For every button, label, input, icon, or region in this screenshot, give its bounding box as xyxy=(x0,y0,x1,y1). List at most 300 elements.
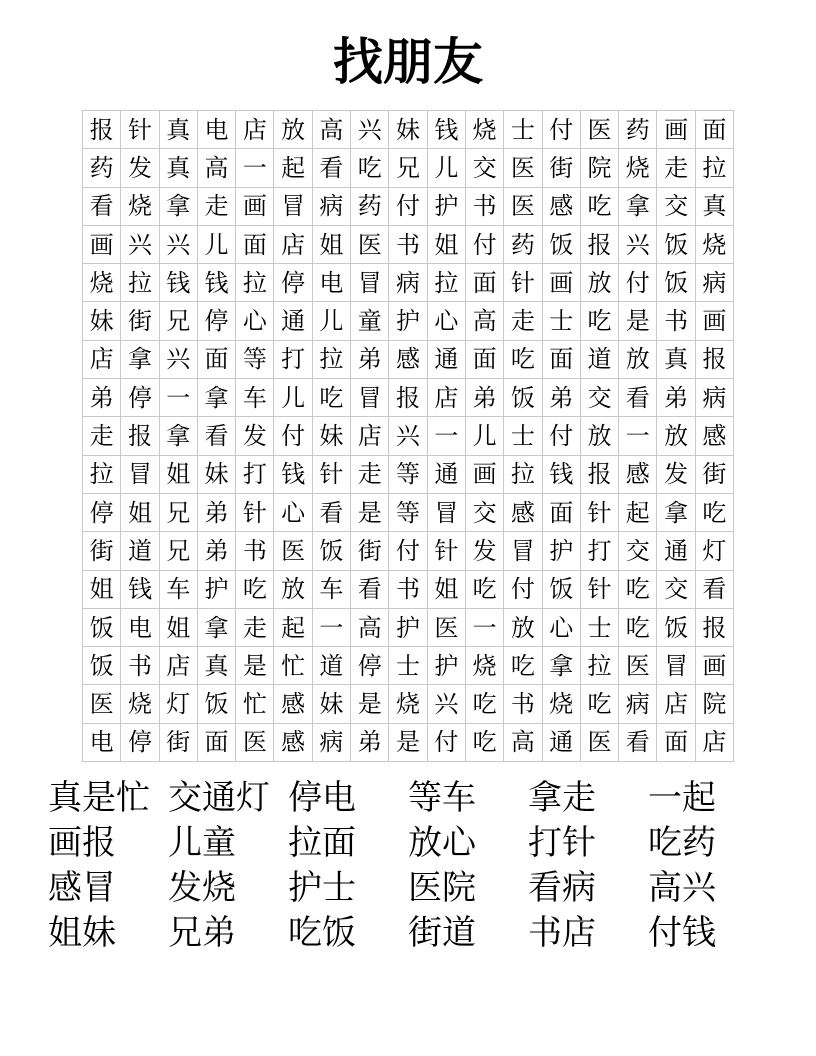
grid-cell[interactable]: 面 xyxy=(197,723,235,761)
grid-cell[interactable]: 打 xyxy=(274,340,312,378)
grid-cell[interactable]: 交 xyxy=(657,187,695,225)
grid-cell[interactable]: 是 xyxy=(351,493,389,531)
word-search-grid xyxy=(82,110,734,762)
grid-cell[interactable]: 院 xyxy=(695,685,733,723)
grid-cell[interactable]: 烧 xyxy=(121,685,159,723)
grid-cell[interactable]: 店 xyxy=(159,647,197,685)
grid-cell[interactable]: 付 xyxy=(542,111,580,149)
grid-cell[interactable]: 报 xyxy=(695,608,733,646)
grid-cell[interactable]: 士 xyxy=(542,302,580,340)
grid-cell[interactable]: 看 xyxy=(619,723,657,761)
grid-cell[interactable]: 街 xyxy=(121,302,159,340)
grid-cell[interactable]: 面 xyxy=(657,723,695,761)
grid-cell[interactable]: 饭 xyxy=(504,379,542,417)
grid-cell[interactable]: 医 xyxy=(580,111,618,149)
grid-cell[interactable]: 姐 xyxy=(427,570,465,608)
grid-cell[interactable]: 书 xyxy=(389,225,427,263)
grid-cell[interactable]: 等 xyxy=(236,340,274,378)
grid-cell[interactable]: 报 xyxy=(580,455,618,493)
grid-cell[interactable]: 走 xyxy=(83,417,121,455)
grid-cell[interactable]: 书 xyxy=(389,570,427,608)
grid-cell[interactable]: 院 xyxy=(580,149,618,187)
grid-cell[interactable]: 兴 xyxy=(159,340,197,378)
grid-cell[interactable]: 针 xyxy=(312,455,350,493)
grid-cell[interactable]: 走 xyxy=(504,302,542,340)
grid-cell[interactable]: 面 xyxy=(542,340,580,378)
grid-cell[interactable]: 医 xyxy=(504,187,542,225)
grid-cell[interactable]: 弟 xyxy=(83,379,121,417)
grid-cell[interactable]: 医 xyxy=(351,225,389,263)
grid-cell[interactable]: 发 xyxy=(236,417,274,455)
grid-cell[interactable]: 拉 xyxy=(236,264,274,302)
grid-cell[interactable]: 士 xyxy=(580,608,618,646)
grid-cell[interactable]: 是 xyxy=(389,723,427,761)
grid-cell[interactable]: 看 xyxy=(312,493,350,531)
word-item: 放心 xyxy=(408,823,476,863)
grid-cell[interactable]: 店 xyxy=(657,685,695,723)
grid-cell[interactable]: 护 xyxy=(197,570,235,608)
grid-cell[interactable]: 姐 xyxy=(159,608,197,646)
grid-cell[interactable]: 针 xyxy=(427,532,465,570)
grid-cell[interactable]: 画 xyxy=(695,647,733,685)
grid-cell[interactable]: 护 xyxy=(427,187,465,225)
grid-cell[interactable]: 心 xyxy=(236,302,274,340)
grid-cell[interactable]: 心 xyxy=(274,493,312,531)
grid-cell[interactable]: 病 xyxy=(389,264,427,302)
grid-cell[interactable]: 冒 xyxy=(351,264,389,302)
grid-cell[interactable]: 弟 xyxy=(657,379,695,417)
grid-cell[interactable]: 饭 xyxy=(657,608,695,646)
grid-cell[interactable]: 画 xyxy=(695,302,733,340)
grid-cell[interactable]: 药 xyxy=(504,225,542,263)
grid-cell[interactable]: 拉 xyxy=(427,264,465,302)
grid-cell[interactable]: 道 xyxy=(312,647,350,685)
grid-cell[interactable]: 电 xyxy=(197,111,235,149)
grid-cell[interactable]: 店 xyxy=(695,723,733,761)
grid-cell[interactable]: 饭 xyxy=(312,532,350,570)
grid-cell[interactable]: 感 xyxy=(274,723,312,761)
grid-cell[interactable]: 一 xyxy=(236,149,274,187)
grid-cell[interactable]: 冒 xyxy=(351,379,389,417)
grid-cell[interactable]: 真 xyxy=(197,647,235,685)
grid-cell[interactable]: 面 xyxy=(542,493,580,531)
grid-cell[interactable]: 烧 xyxy=(465,111,503,149)
grid-cell[interactable]: 心 xyxy=(427,302,465,340)
grid-cell[interactable]: 街 xyxy=(351,532,389,570)
grid-cell[interactable]: 吃 xyxy=(236,570,274,608)
grid-row xyxy=(83,493,734,531)
grid-cell[interactable]: 通 xyxy=(427,455,465,493)
grid-cell[interactable]: 面 xyxy=(465,264,503,302)
grid-cell[interactable]: 店 xyxy=(274,225,312,263)
grid-cell[interactable]: 妹 xyxy=(312,685,350,723)
grid-cell[interactable]: 打 xyxy=(236,455,274,493)
grid-cell[interactable]: 兄 xyxy=(159,302,197,340)
grid-cell[interactable]: 烧 xyxy=(389,685,427,723)
grid-cell[interactable]: 弟 xyxy=(542,379,580,417)
grid-cell[interactable]: 通 xyxy=(657,532,695,570)
grid-cell[interactable]: 感 xyxy=(504,493,542,531)
grid-cell[interactable]: 感 xyxy=(619,455,657,493)
grid-cell[interactable]: 吃 xyxy=(312,379,350,417)
grid-cell[interactable]: 真 xyxy=(695,187,733,225)
grid-cell[interactable]: 看 xyxy=(312,149,350,187)
grid-cell[interactable]: 发 xyxy=(657,455,695,493)
grid-cell[interactable]: 是 xyxy=(236,647,274,685)
grid-cell[interactable]: 吃 xyxy=(580,685,618,723)
grid-cell[interactable]: 饭 xyxy=(83,608,121,646)
word-item: 真是忙 xyxy=(48,778,150,818)
grid-cell[interactable]: 饭 xyxy=(197,685,235,723)
grid-cell[interactable]: 一 xyxy=(427,417,465,455)
grid-cell[interactable]: 通 xyxy=(542,723,580,761)
grid-cell[interactable]: 报 xyxy=(83,111,121,149)
grid-cell[interactable]: 拉 xyxy=(312,340,350,378)
grid-cell[interactable]: 饭 xyxy=(657,264,695,302)
grid-cell[interactable]: 付 xyxy=(619,264,657,302)
grid-cell[interactable]: 一 xyxy=(159,379,197,417)
grid-cell[interactable]: 感 xyxy=(542,187,580,225)
grid-cell[interactable]: 通 xyxy=(274,302,312,340)
grid-cell[interactable]: 兴 xyxy=(351,111,389,149)
grid-cell[interactable]: 医 xyxy=(236,723,274,761)
grid-cell[interactable]: 发 xyxy=(465,532,503,570)
grid-cell[interactable]: 护 xyxy=(389,608,427,646)
grid-cell[interactable]: 兴 xyxy=(121,225,159,263)
grid-cell[interactable]: 吃 xyxy=(465,570,503,608)
grid-cell[interactable]: 店 xyxy=(351,417,389,455)
grid-cell[interactable]: 停 xyxy=(83,493,121,531)
grid-cell[interactable]: 高 xyxy=(504,723,542,761)
grid-cell[interactable]: 冒 xyxy=(121,455,159,493)
grid-cell[interactable]: 放 xyxy=(274,111,312,149)
word-item: 拉面 xyxy=(288,823,356,863)
grid-cell[interactable]: 儿 xyxy=(465,417,503,455)
grid-cell[interactable]: 拿 xyxy=(619,187,657,225)
grid-cell[interactable]: 付 xyxy=(389,532,427,570)
grid-cell[interactable]: 付 xyxy=(389,187,427,225)
grid-cell[interactable]: 看 xyxy=(83,187,121,225)
grid-cell[interactable]: 店 xyxy=(83,340,121,378)
grid-cell[interactable]: 一 xyxy=(465,608,503,646)
grid-cell[interactable]: 停 xyxy=(121,723,159,761)
grid-cell[interactable]: 饭 xyxy=(542,570,580,608)
grid-cell[interactable]: 面 xyxy=(465,340,503,378)
grid-cell[interactable]: 吃 xyxy=(619,570,657,608)
grid-cell[interactable]: 吃 xyxy=(465,685,503,723)
grid-cell[interactable]: 兴 xyxy=(427,685,465,723)
grid-cell[interactable]: 付 xyxy=(542,417,580,455)
grid-cell[interactable]: 拿 xyxy=(159,417,197,455)
grid-cell[interactable]: 交 xyxy=(657,570,695,608)
grid-cell[interactable]: 高 xyxy=(351,608,389,646)
grid-cell[interactable]: 停 xyxy=(121,379,159,417)
grid-cell[interactable]: 针 xyxy=(580,493,618,531)
word-item: 医院 xyxy=(408,868,476,908)
grid-cell[interactable]: 儿 xyxy=(197,225,235,263)
grid-cell[interactable]: 士 xyxy=(389,647,427,685)
grid-cell[interactable]: 护 xyxy=(542,532,580,570)
grid-cell[interactable]: 拉 xyxy=(504,455,542,493)
grid-cell[interactable]: 烧 xyxy=(121,187,159,225)
grid-cell[interactable]: 面 xyxy=(236,225,274,263)
grid-cell[interactable]: 起 xyxy=(619,493,657,531)
grid-cell[interactable]: 感 xyxy=(389,340,427,378)
grid-cell[interactable]: 针 xyxy=(121,111,159,149)
grid-cell[interactable]: 面 xyxy=(695,111,733,149)
grid-row xyxy=(83,379,734,417)
grid-cell[interactable]: 真 xyxy=(657,340,695,378)
grid-cell[interactable]: 走 xyxy=(351,455,389,493)
grid-cell[interactable]: 拿 xyxy=(657,493,695,531)
grid-cell[interactable]: 冒 xyxy=(504,532,542,570)
grid-cell[interactable]: 钱 xyxy=(159,264,197,302)
grid-cell[interactable]: 饭 xyxy=(83,647,121,685)
grid-cell[interactable]: 书 xyxy=(657,302,695,340)
grid-cell[interactable]: 道 xyxy=(580,340,618,378)
grid-cell[interactable]: 童 xyxy=(351,302,389,340)
grid-cell[interactable]: 兴 xyxy=(389,417,427,455)
grid-cell[interactable]: 药 xyxy=(351,187,389,225)
grid-cell[interactable]: 钱 xyxy=(274,455,312,493)
grid-cell[interactable]: 弟 xyxy=(351,723,389,761)
grid-cell[interactable]: 灯 xyxy=(695,532,733,570)
grid-cell[interactable]: 书 xyxy=(236,532,274,570)
grid-cell[interactable]: 病 xyxy=(312,187,350,225)
grid-cell[interactable]: 发 xyxy=(121,149,159,187)
grid-cell[interactable]: 报 xyxy=(121,417,159,455)
grid-cell[interactable]: 道 xyxy=(121,532,159,570)
grid-cell[interactable]: 起 xyxy=(274,149,312,187)
grid-cell[interactable]: 画 xyxy=(236,187,274,225)
grid-cell[interactable]: 妹 xyxy=(312,417,350,455)
grid-cell[interactable]: 病 xyxy=(312,723,350,761)
grid-cell[interactable]: 冒 xyxy=(427,493,465,531)
grid-cell[interactable]: 烧 xyxy=(465,647,503,685)
grid-cell[interactable]: 吃 xyxy=(465,723,503,761)
grid-cell[interactable]: 画 xyxy=(657,111,695,149)
grid-cell[interactable]: 兴 xyxy=(619,225,657,263)
grid-cell[interactable]: 医 xyxy=(427,608,465,646)
grid-cell[interactable]: 病 xyxy=(695,264,733,302)
grid-cell[interactable]: 高 xyxy=(312,111,350,149)
grid-cell[interactable]: 书 xyxy=(465,187,503,225)
grid-cell[interactable]: 交 xyxy=(619,532,657,570)
grid-cell[interactable]: 起 xyxy=(274,608,312,646)
grid-cell[interactable]: 感 xyxy=(695,417,733,455)
grid-cell[interactable]: 付 xyxy=(274,417,312,455)
grid-cell[interactable]: 忙 xyxy=(274,647,312,685)
grid-cell[interactable]: 弟 xyxy=(351,340,389,378)
grid-cell[interactable]: 钱 xyxy=(197,264,235,302)
grid-cell[interactable]: 烧 xyxy=(83,264,121,302)
grid-cell[interactable]: 走 xyxy=(197,187,235,225)
grid-cell[interactable]: 吃 xyxy=(351,149,389,187)
grid-cell[interactable]: 拿 xyxy=(121,340,159,378)
grid-cell[interactable]: 画 xyxy=(542,264,580,302)
grid-cell[interactable]: 电 xyxy=(312,264,350,302)
grid-cell[interactable]: 高 xyxy=(197,149,235,187)
grid-cell[interactable]: 姐 xyxy=(312,225,350,263)
grid-cell[interactable]: 钱 xyxy=(121,570,159,608)
grid-cell[interactable]: 吃 xyxy=(580,302,618,340)
grid-cell[interactable]: 姐 xyxy=(159,455,197,493)
grid-cell[interactable]: 姐 xyxy=(427,225,465,263)
grid-cell[interactable]: 一 xyxy=(312,608,350,646)
grid-row xyxy=(83,647,734,685)
grid-cell[interactable]: 病 xyxy=(619,685,657,723)
grid-cell[interactable]: 兄 xyxy=(159,493,197,531)
grid-cell[interactable]: 吃 xyxy=(619,608,657,646)
grid-cell[interactable]: 报 xyxy=(580,225,618,263)
grid-cell[interactable]: 画 xyxy=(465,455,503,493)
grid-cell[interactable]: 等 xyxy=(389,455,427,493)
grid-cell[interactable]: 一 xyxy=(619,417,657,455)
grid-cell[interactable]: 钱 xyxy=(427,111,465,149)
grid-cell[interactable]: 饭 xyxy=(657,225,695,263)
grid-cell[interactable]: 等 xyxy=(389,493,427,531)
grid-cell[interactable]: 忙 xyxy=(236,685,274,723)
grid-cell[interactable]: 车 xyxy=(236,379,274,417)
grid-cell[interactable]: 姐 xyxy=(83,570,121,608)
grid-cell[interactable]: 饭 xyxy=(542,225,580,263)
grid-cell[interactable]: 弟 xyxy=(197,532,235,570)
grid-cell[interactable]: 停 xyxy=(351,647,389,685)
grid-cell[interactable]: 吃 xyxy=(695,493,733,531)
grid-cell[interactable]: 拿 xyxy=(542,647,580,685)
grid-cell[interactable]: 电 xyxy=(121,608,159,646)
grid-cell[interactable]: 病 xyxy=(695,379,733,417)
grid-cell[interactable]: 冒 xyxy=(274,187,312,225)
grid-cell[interactable]: 高 xyxy=(465,302,503,340)
grid-cell[interactable]: 交 xyxy=(465,149,503,187)
grid-cell[interactable]: 烧 xyxy=(619,149,657,187)
grid-cell[interactable]: 弟 xyxy=(465,379,503,417)
grid-cell[interactable]: 打 xyxy=(580,532,618,570)
grid-cell[interactable]: 拿 xyxy=(197,608,235,646)
grid-cell[interactable]: 护 xyxy=(427,647,465,685)
grid-cell[interactable]: 拉 xyxy=(695,149,733,187)
grid-cell[interactable]: 医 xyxy=(504,149,542,187)
grid-cell[interactable]: 通 xyxy=(427,340,465,378)
grid-cell[interactable]: 拉 xyxy=(121,264,159,302)
grid-cell[interactable]: 放 xyxy=(619,340,657,378)
grid-cell[interactable]: 付 xyxy=(427,723,465,761)
grid-cell[interactable]: 拿 xyxy=(197,379,235,417)
grid-cell[interactable]: 医 xyxy=(83,685,121,723)
grid-cell[interactable]: 儿 xyxy=(427,149,465,187)
grid-cell[interactable]: 妹 xyxy=(83,302,121,340)
grid-cell[interactable]: 真 xyxy=(159,149,197,187)
grid-cell[interactable]: 走 xyxy=(657,149,695,187)
grid-cell[interactable]: 妹 xyxy=(197,455,235,493)
grid-cell[interactable]: 停 xyxy=(197,302,235,340)
grid-cell[interactable]: 停 xyxy=(274,264,312,302)
grid-cell[interactable]: 儿 xyxy=(274,379,312,417)
grid-cell[interactable]: 报 xyxy=(695,340,733,378)
grid-cell[interactable]: 付 xyxy=(465,225,503,263)
grid-cell[interactable]: 放 xyxy=(580,264,618,302)
grid-cell[interactable]: 看 xyxy=(197,417,235,455)
grid-cell[interactable]: 报 xyxy=(389,379,427,417)
grid-cell[interactable]: 街 xyxy=(159,723,197,761)
grid-cell[interactable]: 付 xyxy=(504,570,542,608)
grid-cell[interactable]: 医 xyxy=(274,532,312,570)
grid-cell[interactable]: 儿 xyxy=(312,302,350,340)
grid-cell[interactable]: 姐 xyxy=(121,493,159,531)
grid-cell[interactable]: 放 xyxy=(580,417,618,455)
grid-row xyxy=(83,302,734,340)
grid-cell[interactable]: 店 xyxy=(427,379,465,417)
grid-cell[interactable]: 是 xyxy=(619,302,657,340)
grid-cell[interactable]: 护 xyxy=(389,302,427,340)
grid-cell[interactable]: 交 xyxy=(580,379,618,417)
grid-cell[interactable]: 灯 xyxy=(159,685,197,723)
grid-cell[interactable]: 看 xyxy=(619,379,657,417)
grid-cell[interactable]: 看 xyxy=(695,570,733,608)
grid-cell[interactable]: 士 xyxy=(504,111,542,149)
grid-cell[interactable]: 药 xyxy=(83,149,121,187)
grid-cell[interactable]: 交 xyxy=(465,493,503,531)
grid-cell[interactable]: 钱 xyxy=(542,455,580,493)
grid-cell[interactable]: 书 xyxy=(504,685,542,723)
grid-cell[interactable]: 放 xyxy=(504,608,542,646)
grid-cell[interactable]: 是 xyxy=(351,685,389,723)
grid-cell[interactable]: 吃 xyxy=(504,340,542,378)
grid-cell[interactable]: 店 xyxy=(236,111,274,149)
grid-cell[interactable]: 街 xyxy=(542,149,580,187)
grid-cell[interactable]: 看 xyxy=(351,570,389,608)
grid-cell[interactable]: 面 xyxy=(197,340,235,378)
grid-cell[interactable]: 烧 xyxy=(542,685,580,723)
grid-cell[interactable]: 心 xyxy=(542,608,580,646)
grid-cell[interactable]: 走 xyxy=(236,608,274,646)
grid-cell[interactable]: 电 xyxy=(83,723,121,761)
grid-cell[interactable]: 兄 xyxy=(159,532,197,570)
grid-cell[interactable]: 放 xyxy=(657,417,695,455)
grid-cell[interactable]: 街 xyxy=(695,455,733,493)
grid-cell[interactable]: 吃 xyxy=(580,187,618,225)
grid-cell[interactable]: 药 xyxy=(619,111,657,149)
grid-cell[interactable]: 画 xyxy=(83,225,121,263)
grid-cell[interactable]: 放 xyxy=(274,570,312,608)
grid-row xyxy=(83,340,734,378)
grid-cell[interactable]: 兄 xyxy=(389,149,427,187)
grid-cell[interactable]: 妹 xyxy=(389,111,427,149)
grid-cell[interactable]: 书 xyxy=(121,647,159,685)
grid-cell[interactable]: 街 xyxy=(83,532,121,570)
grid-cell[interactable]: 拿 xyxy=(159,187,197,225)
grid-cell[interactable]: 兴 xyxy=(159,225,197,263)
grid-cell[interactable]: 冒 xyxy=(657,647,695,685)
grid-cell[interactable]: 针 xyxy=(236,493,274,531)
grid-cell[interactable]: 医 xyxy=(619,647,657,685)
grid-cell[interactable]: 吃 xyxy=(504,647,542,685)
grid-cell[interactable]: 针 xyxy=(504,264,542,302)
grid-cell[interactable]: 医 xyxy=(580,723,618,761)
grid-cell[interactable]: 拉 xyxy=(83,455,121,493)
grid-cell[interactable]: 烧 xyxy=(695,225,733,263)
grid-cell[interactable]: 车 xyxy=(312,570,350,608)
grid-cell[interactable]: 车 xyxy=(159,570,197,608)
grid-cell[interactable]: 感 xyxy=(274,685,312,723)
grid-cell[interactable]: 弟 xyxy=(197,493,235,531)
grid-cell[interactable]: 真 xyxy=(159,111,197,149)
word-item: 高兴 xyxy=(648,868,716,908)
grid-cell[interactable]: 针 xyxy=(580,570,618,608)
grid-cell[interactable]: 士 xyxy=(504,417,542,455)
grid-cell[interactable]: 拉 xyxy=(580,647,618,685)
